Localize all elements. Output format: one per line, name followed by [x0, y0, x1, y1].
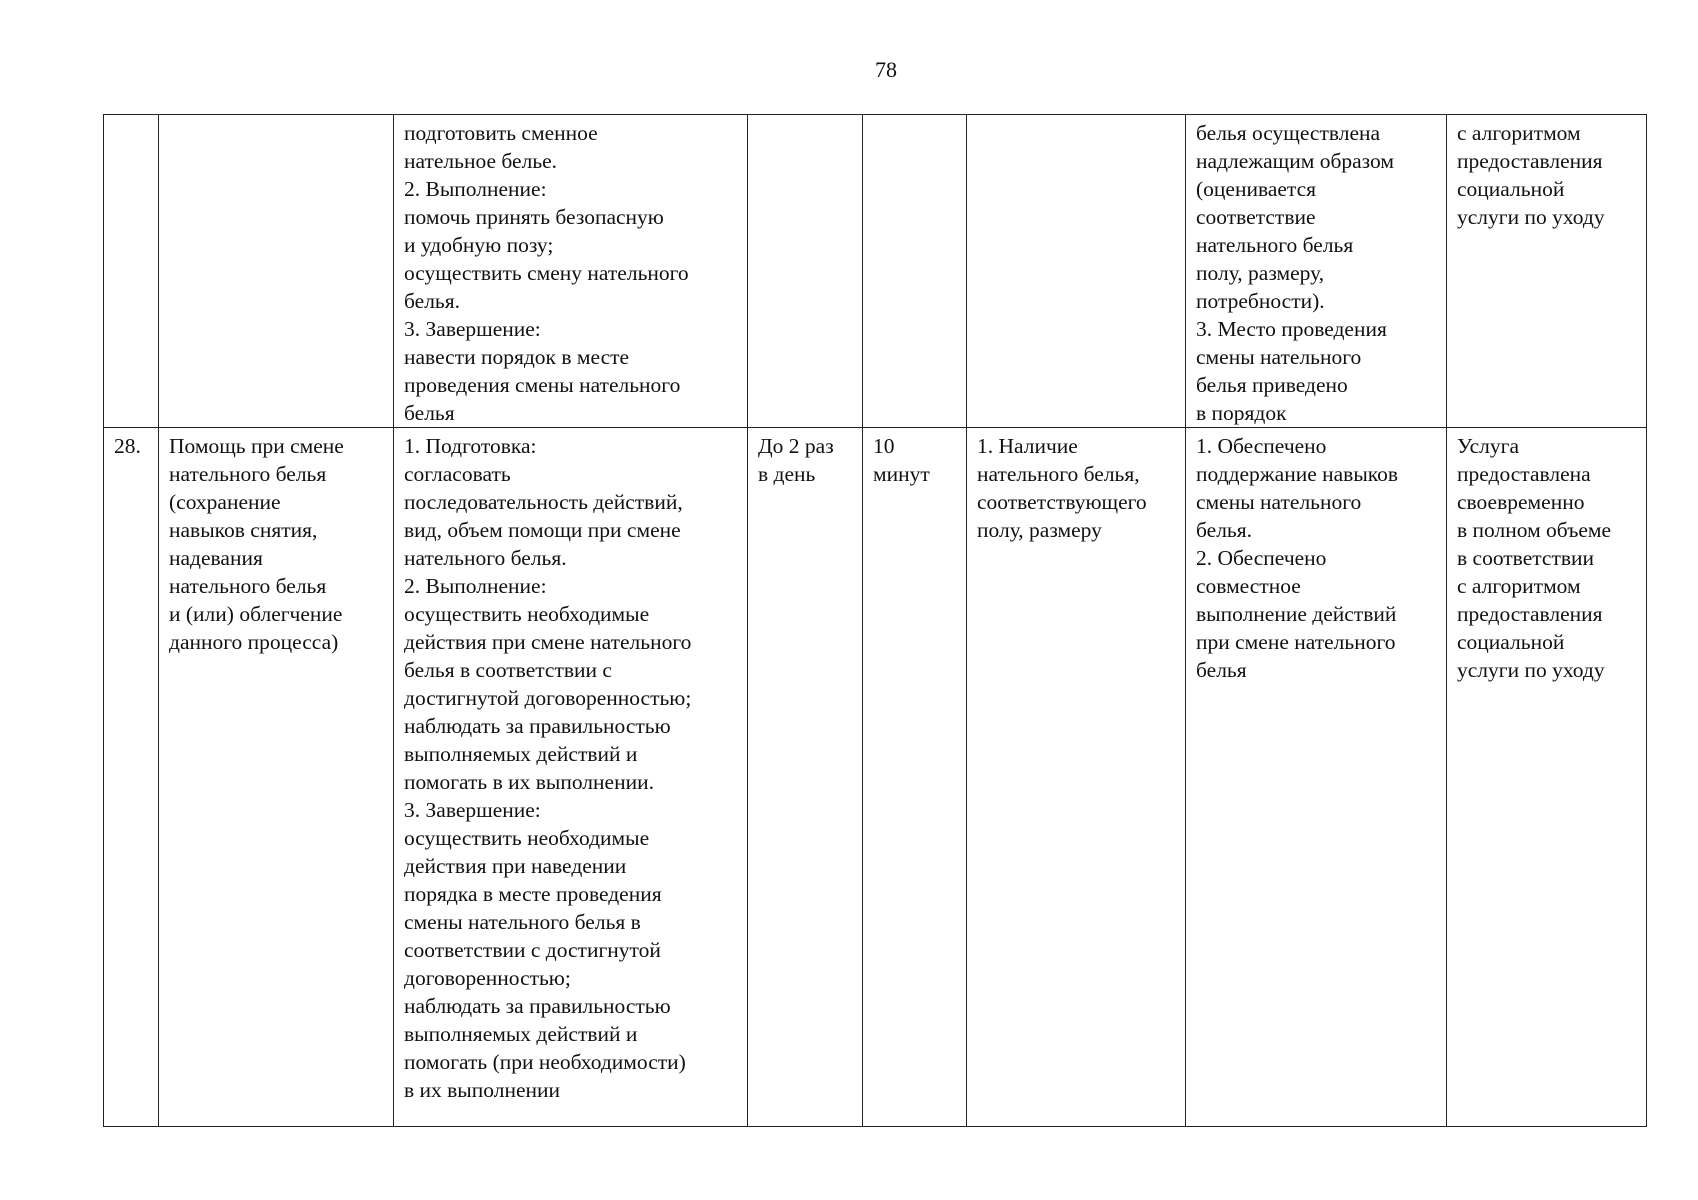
cell-text-line: белья приведено: [1196, 373, 1348, 397]
cell-text-line: 2. Выполнение:: [404, 574, 547, 598]
cell-text-line: договоренностью;: [404, 966, 571, 990]
cell-text-line: предоставления: [1457, 149, 1603, 173]
cell-text-line: осуществить необходимые: [404, 826, 650, 850]
cell-condition: [967, 428, 1186, 1127]
cell-text-line: смены нательного: [1196, 345, 1362, 369]
cell-text-line: услуги по уходу: [1457, 205, 1605, 229]
cell-text-line: (оценивается: [1196, 177, 1317, 201]
cell-frequency: [748, 428, 863, 1127]
cell-text-line: навести порядок в месте: [404, 345, 630, 369]
cell-text-line: нательное белье.: [404, 149, 558, 173]
cell-text-line: при смене нательного: [1196, 630, 1396, 654]
cell-text-line: порядка в месте проведения: [404, 882, 662, 906]
cell-text-line: социальной: [1457, 630, 1565, 654]
cell-text-line: нательного белья: [1196, 233, 1354, 257]
cell-text-line: белья.: [1196, 518, 1252, 542]
cell-text-line: надевания: [169, 546, 263, 570]
cell-text-line: в их выполнении: [404, 1078, 561, 1102]
cell-text-line: белья: [1196, 658, 1247, 682]
cell-text-line: своевременно: [1457, 490, 1585, 514]
cell-text-line: 3. Завершение:: [404, 798, 541, 822]
cell-text-line: с алгоритмом: [1457, 121, 1581, 145]
cell-text-line: в порядок: [1196, 401, 1287, 425]
cell-text-line: (сохранение: [169, 490, 281, 514]
cell-service-content: [394, 115, 748, 428]
cell-text-line: минут: [873, 462, 930, 486]
cell-text-line: белья: [404, 401, 455, 425]
cell-text-line: в день: [758, 462, 816, 486]
cell-number: [104, 428, 159, 1127]
cell-text-line: предоставления: [1457, 602, 1603, 626]
cell-text-line: действия при наведении: [404, 854, 627, 878]
cell-text-line: смены нательного: [1196, 490, 1362, 514]
cell-quality: [1447, 115, 1647, 428]
cell-condition: [967, 115, 1186, 428]
cell-frequency: [748, 115, 863, 428]
cell-text-line: 1. Обеспечено: [1196, 434, 1327, 458]
cell-text-line: нательного белья: [169, 574, 327, 598]
table-row: [104, 115, 1647, 428]
cell-text-line: 28.: [114, 434, 141, 458]
cell-text-line: предоставлена: [1457, 462, 1591, 486]
cell-text-line: навыков снятия,: [169, 518, 318, 542]
cell-text-line: полу, размеру: [977, 518, 1102, 542]
cell-text-line: белья в соответствии с: [404, 658, 612, 682]
cell-text-line: с алгоритмом: [1457, 574, 1581, 598]
cell-text-line: соответствие: [1196, 205, 1316, 229]
cell-text-line: помочь принять безопасную: [404, 205, 664, 229]
cell-text-line: и (или) облегчение: [169, 602, 343, 626]
cell-text-line: нательного белья.: [404, 546, 567, 570]
cell-text-line: и удобную позу;: [404, 233, 554, 257]
cell-text-line: белья.: [404, 289, 460, 313]
cell-text-line: соответствии с достигнутой: [404, 938, 661, 962]
cell-text-line: выполняемых действий и: [404, 742, 638, 766]
cell-text-line: 2. Обеспечено: [1196, 546, 1327, 570]
cell-text-line: 10: [873, 434, 895, 458]
cell-text-line: соответствующего: [977, 490, 1147, 514]
cell-text-line: проведения смены нательного: [404, 373, 681, 397]
cell-text-line: наблюдать за правильностью: [404, 994, 671, 1018]
cell-text-line: данного процесса): [169, 630, 339, 654]
cell-text-line: осуществить необходимые: [404, 602, 650, 626]
cell-number: [104, 115, 159, 428]
cell-text-line: согласовать: [404, 462, 511, 486]
cell-text-line: последовательность действий,: [404, 490, 683, 514]
cell-text-line: выполняемых действий и: [404, 1022, 638, 1046]
cell-text-line: смены нательного белья в: [404, 910, 641, 934]
cell-text-line: Помощь при смене: [169, 434, 344, 458]
cell-text-line: наблюдать за правильностью: [404, 714, 671, 738]
cell-text-line: действия при смене нательного: [404, 630, 692, 654]
cell-result: [1186, 428, 1447, 1127]
cell-text-line: услуги по уходу: [1457, 658, 1605, 682]
cell-service-name: [159, 115, 394, 428]
cell-text-line: полу, размеру,: [1196, 261, 1325, 285]
cell-text-line: потребности).: [1196, 289, 1325, 313]
cell-service-name: [159, 428, 394, 1127]
cell-text-line: 3. Завершение:: [404, 317, 541, 341]
cell-time: [863, 115, 967, 428]
services-table: [103, 114, 1647, 1127]
cell-quality: [1447, 428, 1647, 1127]
cell-text-line: 3. Место проведения: [1196, 317, 1387, 341]
cell-text-line: нательного белья: [169, 462, 327, 486]
cell-text-line: подготовить сменное: [404, 121, 598, 145]
cell-text-line: в полном объеме: [1457, 518, 1612, 542]
cell-text-line: белья осуществлена: [1196, 121, 1381, 145]
cell-text-line: Услуга: [1457, 434, 1520, 458]
cell-text-line: поддержание навыков: [1196, 462, 1399, 486]
cell-time: [863, 428, 967, 1127]
cell-text-line: До 2 раз: [758, 434, 834, 458]
table-row: [104, 428, 1647, 1127]
page-number: 78: [875, 57, 897, 82]
cell-service-content: [394, 428, 748, 1127]
cell-text-line: надлежащим образом: [1196, 149, 1394, 173]
cell-text-line: осуществить смену нательного: [404, 261, 689, 285]
cell-text-line: нательного белья,: [977, 462, 1140, 486]
cell-text-line: совместное: [1196, 574, 1301, 598]
cell-text-line: помогать (при необходимости): [404, 1050, 686, 1074]
cell-text-line: 2. Выполнение:: [404, 177, 547, 201]
cell-text-line: в соответствии: [1457, 546, 1595, 570]
cell-text-line: социальной: [1457, 177, 1565, 201]
cell-text-line: достигнутой договоренностью;: [404, 686, 692, 710]
cell-text-line: 1. Подготовка:: [404, 434, 537, 458]
cell-text-line: вид, объем помощи при смене: [404, 518, 681, 542]
cell-text-line: 1. Наличие: [977, 434, 1078, 458]
cell-text-line: помогать в их выполнении.: [404, 770, 654, 794]
cell-result: [1186, 115, 1447, 428]
cell-text-line: выполнение действий: [1196, 602, 1397, 626]
